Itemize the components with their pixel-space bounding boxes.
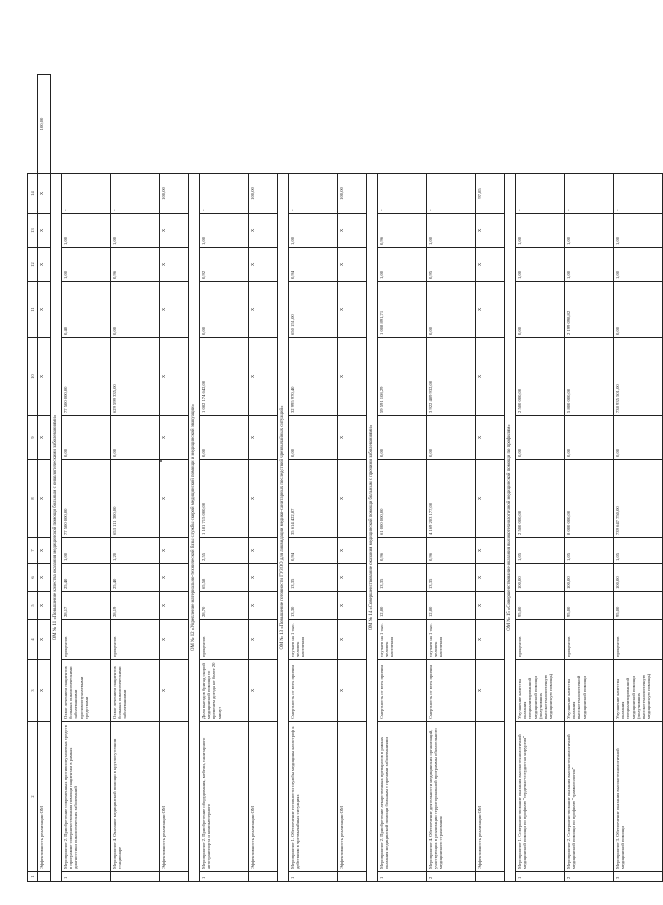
measure-cell-v9: 0,00 — [289, 416, 338, 460]
x-mark-cell: Х — [338, 564, 367, 592]
measure-cell-v11: 0,00 — [200, 282, 249, 338]
measure-cell-v12: 1,00 — [378, 248, 427, 282]
measure-row — [516, 75, 565, 882]
x-mark-cell: Х — [338, 660, 367, 722]
section-title: ОМ № 14 «Совершенствование оказания медицинской помощи больным с прочими заболеваниями» — [367, 174, 378, 882]
measure-cell-v7: 1,05 — [614, 538, 663, 564]
column-number-row — [28, 75, 38, 882]
measure-cell-v13: 1,00 — [289, 214, 338, 248]
row-number-cell — [338, 872, 367, 882]
measure-cell-indicator: Смертность от всех причин — [289, 660, 338, 722]
measure-cell-v13: 1,00 — [111, 214, 160, 248]
section-title-row — [278, 75, 289, 882]
x-mark-cell: Х — [249, 338, 278, 416]
measure-cell-v12: 1,00 — [565, 248, 614, 282]
measure-cell-v9: 0,00 — [614, 416, 663, 460]
x-mark-cell: Х — [160, 564, 189, 592]
measure-cell-v10: 1 082 174 642,00 — [200, 338, 249, 416]
measure-cell-v10: 629 599 335,00 — [111, 338, 160, 416]
measure-cell-v9: 0,00 — [427, 416, 476, 460]
x-mark-cell: Х — [160, 620, 189, 660]
section-title: ОМ № 12 «Укрепление материально-технической базы службы скорой медицинской помощи и медицинской эвакуации» — [189, 174, 200, 882]
measure-cell-unit: процентов — [111, 620, 160, 660]
measure-cell-v6: 100,00 — [516, 564, 565, 592]
x-mark-cell: Х — [160, 282, 189, 338]
measure-cell-v11: 1 008 891,71 — [378, 282, 427, 338]
measure-cell-v7: 1,05 — [516, 538, 565, 564]
measure-cell-name: Мероприятие 2. Приобретение оборудования, мебели, санитарного автотранспорта и компьютерного — [200, 722, 249, 872]
section-title-row — [51, 75, 62, 882]
measure-cell-v8: 77 500 000,00 — [62, 460, 111, 538]
x-mark-cell: Х — [338, 538, 367, 564]
measure-cell-v5: 28,17 — [62, 592, 111, 620]
measure-cell-v14: - — [427, 174, 476, 214]
x-mark-cell: Х — [249, 620, 278, 660]
measure-cell-n: 2 — [427, 872, 476, 882]
column-number: 6 — [28, 564, 38, 592]
measure-cell-v14: - — [289, 174, 338, 214]
x-mark-cell: Х — [476, 282, 505, 338]
measure-cell-v12: 0,94 — [289, 248, 338, 282]
measure-cell-n: 1 — [378, 872, 427, 882]
efficiency-row — [249, 75, 278, 882]
x-mark-cell: Х — [160, 660, 189, 722]
x-mark-cell: Х — [476, 620, 505, 660]
efficiency-value: Х — [38, 248, 51, 282]
x-mark-cell: Х — [249, 248, 278, 282]
measure-cell-v14: - — [62, 174, 111, 214]
efficiency-value: Х — [38, 214, 51, 248]
x-mark-cell: Х — [476, 248, 505, 282]
measure-cell-v14: - — [614, 174, 663, 214]
efficiency-label: Эффективность реализации ОМ — [160, 722, 189, 872]
row-number-cell — [38, 872, 51, 882]
measure-cell-v7: 0,96 — [427, 538, 476, 564]
measure-cell-name: Мероприятие 2. Приобретение лекарственных препаратов в рамках оказания медицинской помощи больным с прочими заболеваниями — [378, 722, 427, 872]
x-mark-cell: Х — [476, 538, 505, 564]
efficiency-label: Эффективность реализации ОМ — [38, 722, 51, 872]
efficiency-value: Х — [38, 460, 51, 538]
measure-row — [111, 75, 160, 882]
x-mark-cell: Х — [160, 538, 189, 564]
measure-cell-unit: процентов — [62, 620, 111, 660]
measure-cell-v6: 100,00 — [565, 564, 614, 592]
measure-cell-v9: 0,00 — [378, 416, 427, 460]
column-number: 9 — [28, 416, 38, 460]
x-mark-cell: Х — [338, 460, 367, 538]
efficiency-value: Х — [38, 282, 51, 338]
measure-cell-v11: 0,00 — [111, 282, 160, 338]
column-number: 14 — [28, 174, 38, 214]
x-mark-cell: Х — [249, 416, 278, 460]
measure-cell-v8: 653 111 300,00 — [111, 460, 160, 538]
measure-cell-v6: 13,35 — [289, 564, 338, 592]
measure-cell-name: Мероприятие 2. Совершенствование оказания высокотехнологичной медицинской помощи по профилю "травматология" — [565, 722, 614, 872]
x-mark-cell: Х — [338, 248, 367, 282]
column-number: 13 — [28, 214, 38, 248]
measure-cell-name: Мероприятие 3. Обеспечение оказания высокотехнологичной медицинской помощи — [614, 722, 663, 872]
measure-cell-v9: 0,00 — [111, 416, 160, 460]
measure-cell-v8: 61 000 000,00 — [378, 460, 427, 538]
measure-row — [614, 75, 663, 882]
measure-cell-v9: 0,00 — [62, 416, 111, 460]
measure-cell-v8: 739 647 750,00 — [614, 460, 663, 538]
measure-cell-v10: 59 591 108,29 — [378, 338, 427, 416]
x-mark-cell: Х — [249, 564, 278, 592]
x-mark-cell: Х — [476, 460, 505, 538]
efficiency-value: 100,00 — [338, 174, 367, 214]
measure-row — [427, 75, 476, 882]
x-mark-cell: Х — [249, 660, 278, 722]
measure-cell-v10: 32 995 970,40 — [289, 338, 338, 416]
measure-cell-unit: случаев на 1 тыс. человек населения — [427, 620, 476, 660]
measure-cell-indicator: Охват лечением пациентов больных онкологическими заболеваниями — [111, 660, 160, 722]
measure-cell-v11: 0,00 — [614, 282, 663, 338]
measure-cell-v6: 65,58 — [200, 564, 249, 592]
measure-cell-v6: 25,40 — [62, 564, 111, 592]
efficiency-row — [338, 75, 367, 882]
column-number: 8 — [28, 460, 38, 538]
measure-cell-n: 1 — [289, 872, 338, 882]
measure-cell-v13: 1,00 — [427, 214, 476, 248]
measure-cell-v14: - — [111, 174, 160, 214]
x-mark-cell: Х — [476, 416, 505, 460]
row-number-cell — [249, 872, 278, 882]
x-mark-cell: Х — [160, 338, 189, 416]
measure-cell-v11: 0,00 — [427, 282, 476, 338]
measure-cell-v8: 1 181 715 000,00 — [200, 460, 249, 538]
measure-cell-v5: 95,00 — [614, 592, 663, 620]
measure-cell-v7: 0,94 — [289, 538, 338, 564]
measure-cell-v10: 3 922 489 932,00 — [427, 338, 476, 416]
measure-cell-unit: процентов — [614, 620, 663, 660]
measure-cell-v13: 1,00 — [62, 214, 111, 248]
measure-cell-v5: 95,00 — [565, 592, 614, 620]
efficiency-value: Х — [38, 338, 51, 416]
efficiency-value: Х — [38, 174, 51, 214]
x-mark-cell: Х — [476, 592, 505, 620]
measure-cell-v5: 12,80 — [427, 592, 476, 620]
efficiency-value: 97,85 — [476, 174, 505, 214]
measure-cell-v13: 1,00 — [614, 214, 663, 248]
measure-cell-v12: 0,95 — [427, 248, 476, 282]
x-mark-cell: Х — [160, 460, 189, 538]
efficiency-value: 100,00 — [38, 75, 51, 174]
measure-cell-v11: 2 199 098,82 — [565, 282, 614, 338]
x-mark-cell: Х — [160, 592, 189, 620]
measure-cell-indicator: Улучшение качества оказания специализированной медицинской помощи (получивших высокотехнологичную медицинскую помощь) — [516, 660, 565, 722]
measure-row — [378, 75, 427, 882]
measure-cell-v6: 25,40 — [111, 564, 160, 592]
measure-cell-indicator: Смертность от всех причин — [427, 660, 476, 722]
measure-cell-n: 1 — [516, 872, 565, 882]
column-number: 4 — [28, 620, 38, 660]
measure-cell-name: Мероприятие 4. Обеспечение деятельности медицинских организаций, участвующих в реализации территориальной программы обязательного медицинского страхования — [427, 722, 476, 872]
x-mark-cell: Х — [338, 338, 367, 416]
efficiency-value: Х — [38, 660, 51, 722]
column-number: 10 — [28, 338, 38, 416]
measure-cell-v14: - — [565, 174, 614, 214]
measure-cell-name: Мероприятие 1. Совершенствование оказания высокотехнологичной медицинской помощи по профилю "сердечно-сосудистая хирургия" — [516, 722, 565, 872]
measure-cell-v10: 5 800 000,00 — [565, 338, 614, 416]
column-number: 1 — [28, 872, 38, 882]
measure-cell-v7: 1,05 — [565, 538, 614, 564]
x-mark-cell: Х — [160, 214, 189, 248]
x-mark-cell: Х — [249, 592, 278, 620]
x-mark-cell: Х — [338, 416, 367, 460]
efficiency-row — [160, 75, 189, 882]
measure-cell-v14: - — [378, 174, 427, 214]
measure-cell-n — [111, 872, 160, 882]
measure-cell-v11: 0,40 — [62, 282, 111, 338]
measure-cell-indicator: Смертность от всех причин — [378, 660, 427, 722]
measure-row — [62, 75, 111, 882]
measure-cell-v6: 13,35 — [427, 564, 476, 592]
x-mark-cell: Х — [160, 248, 189, 282]
row-number-cell — [160, 872, 189, 882]
section-title: ОМ № 13 «Повышение готовности ГУЗОО для ликвидации медико-санитарных последствий чрезвычайных ситуаций» — [278, 174, 289, 882]
measure-cell-unit: случаев на 1 тыс. человек населения — [289, 620, 338, 660]
measure-cell-v9: 0,00 — [565, 416, 614, 460]
rotated-table-wrapper — [27, 74, 652, 882]
measure-row — [200, 75, 249, 882]
measure-cell-n: 2 — [565, 872, 614, 882]
measure-cell-name: Мероприятие 4. Оказание медицинской помощи в круглосуточном стационаре — [111, 722, 160, 872]
x-mark-cell: Х — [249, 460, 278, 538]
x-mark-cell: Х — [338, 592, 367, 620]
measure-cell-v7: 1,20 — [111, 538, 160, 564]
measure-cell-v13: 1,00 — [565, 214, 614, 248]
measure-cell-v8: 4 169 203 177,00 — [427, 460, 476, 538]
measure-cell-name: Мероприятие 2. Приобретение современных противоопухолевых средств в программе совершенствования помощи пациентам в рамках диагностики онкологических заболеваний — [62, 722, 111, 872]
section-title-row — [367, 75, 378, 882]
x-mark-cell: Х — [476, 564, 505, 592]
measure-cell-v7: 2,55 — [200, 538, 249, 564]
x-mark-cell: Х — [249, 214, 278, 248]
measure-cell-v7: 0,96 — [378, 538, 427, 564]
x-mark-cell: Х — [338, 282, 367, 338]
efficiency-label: Эффективность реализации ОМ — [476, 722, 505, 872]
section-title-row — [505, 75, 516, 882]
x-mark-cell: Х — [249, 282, 278, 338]
x-mark-cell: Х — [249, 538, 278, 564]
measure-cell-v12: 0,96 — [111, 248, 160, 282]
measure-cell-indicator: Доля выездов бригад скорой медицинской помощи со временем доезда не более 20 минут — [200, 660, 249, 722]
measure-cell-v12: 1,00 — [516, 248, 565, 282]
measure-cell-n: 1 — [200, 872, 249, 882]
column-number: 3 — [28, 660, 38, 722]
column-number: 7 — [28, 538, 38, 564]
measure-cell-unit: случаев на 1 тыс. человек населения — [378, 620, 427, 660]
section-title: ОМ № 11 «Повышение качества оказания медицинской помощи больным с онкологическими заболеваниями» — [51, 174, 62, 882]
efficiency-value: Х — [38, 538, 51, 564]
measure-cell-indicator: Охват лечением пациентов больных онкологическими заболеваниями противоопухолевыми средствами — [62, 660, 111, 722]
column-number: 12 — [28, 248, 38, 282]
measure-cell-v7: 1,00 — [62, 538, 111, 564]
measure-cell-v10: 2 500 000,00 — [516, 338, 565, 416]
column-number: 5 — [28, 592, 38, 620]
measure-cell-v10: 77 500 000,00 — [62, 338, 111, 416]
measure-cell-v12: 1,00 — [62, 248, 111, 282]
column-number: 11 — [28, 282, 38, 338]
measure-cell-unit: процентов — [516, 620, 565, 660]
measure-cell-unit: процентов — [200, 620, 249, 660]
efficiency-row — [476, 75, 505, 882]
section-title: ОМ № 15 «Совершенствование оказания высокотехнологичной медицинской помощи по профилям» — [505, 174, 516, 882]
measure-cell-v10: 738 935 501,00 — [614, 338, 663, 416]
x-mark-cell: Х — [476, 214, 505, 248]
measure-cell-n: 3 — [614, 872, 663, 882]
measure-cell-v11: 650 151,00 — [289, 282, 338, 338]
x-mark-cell: Х — [476, 660, 505, 722]
measure-cell-v6: 13,35 — [378, 564, 427, 592]
report-table — [27, 74, 663, 882]
measure-cell-v14: - — [200, 174, 249, 214]
x-mark-cell: Х — [338, 620, 367, 660]
x-mark-cell: Х — [338, 214, 367, 248]
x-mark-cell: Х — [476, 338, 505, 416]
measure-cell-v8: 8 000 000,00 — [565, 460, 614, 538]
measure-cell-unit: процентов — [565, 620, 614, 660]
measure-cell-name: Мероприятие 1. Обеспечение готовности службы медицины катастроф к действиям в чрезвычайных ситуациях — [289, 722, 338, 872]
measure-cell-v5: 12,80 — [378, 592, 427, 620]
measure-cell-v12: 0,92 — [200, 248, 249, 282]
measure-cell-v8: 2 500 000,00 — [516, 460, 565, 538]
measure-cell-v5: 95,00 — [516, 592, 565, 620]
section-title-row — [189, 75, 200, 882]
measure-cell-v12: 1,00 — [614, 248, 663, 282]
efficiency-value: 100,00 — [160, 174, 189, 214]
measure-cell-v9: 0,00 — [516, 416, 565, 460]
measure-cell-n: 1 — [62, 872, 111, 882]
measure-row — [289, 75, 338, 882]
measure-row — [565, 75, 614, 882]
efficiency-label: Эффективность реализации ОМ — [249, 722, 278, 872]
measure-cell-v14: - — [516, 174, 565, 214]
measure-cell-v13: 0,96 — [378, 214, 427, 248]
row-number-cell — [476, 872, 505, 882]
measure-cell-v11: 0,00 — [516, 282, 565, 338]
efficiency-value: 100,00 — [249, 174, 278, 214]
efficiency-value: Х — [38, 564, 51, 592]
measure-cell-indicator: Улучшение качества оказания высокотехнологичной медицинской помощи — [565, 660, 614, 722]
measure-cell-v5: 28,70 — [200, 592, 249, 620]
x-mark-cell: Х — [160, 416, 189, 460]
measure-cell-v5: 13,30 — [289, 592, 338, 620]
efficiency-value: Х — [38, 592, 51, 620]
measure-cell-v13: 1,00 — [516, 214, 565, 248]
measure-cell-v13: 1,00 — [200, 214, 249, 248]
column-number: 2 — [28, 722, 38, 872]
measure-cell-v6: 100,00 — [614, 564, 663, 592]
measure-cell-v8: 35 614 422,87 — [289, 460, 338, 538]
measure-cell-v9: 0,00 — [200, 416, 249, 460]
efficiency-value: Х — [38, 620, 51, 660]
efficiency-row — [38, 75, 51, 882]
measure-cell-indicator: Улучшение качества оказания специализированной медицинской помощи (получивших высокотехнологичную медицинскую помощь) — [614, 660, 663, 722]
efficiency-label: Эффективность реализации ОМ — [338, 722, 367, 872]
efficiency-value: Х — [38, 416, 51, 460]
measure-cell-v5: 28,19 — [111, 592, 160, 620]
